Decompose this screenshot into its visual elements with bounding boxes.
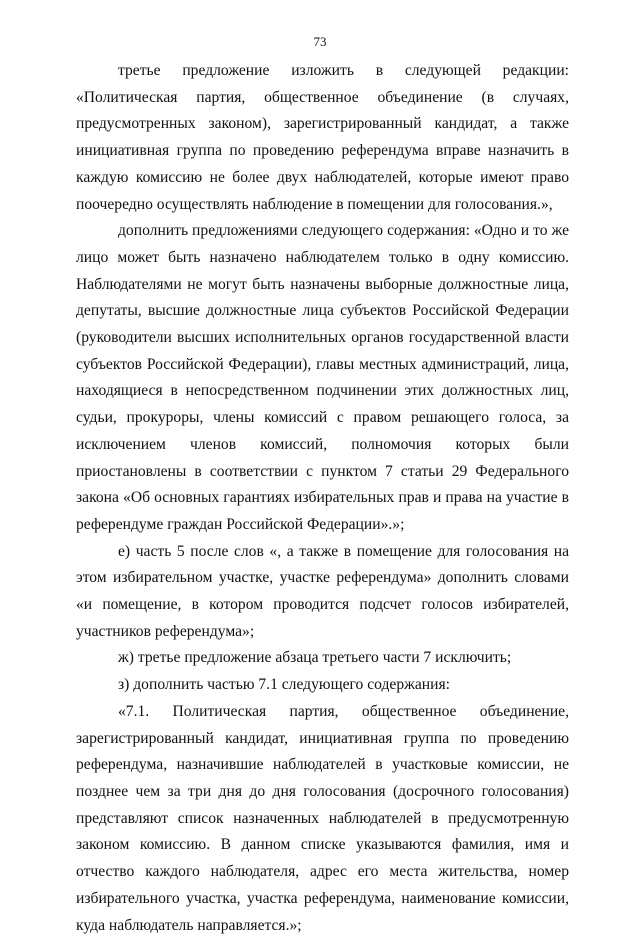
paragraph-part-7-1: «7.1. Политическая партия, общественное объединение, зарегистрированный кандидат, инициативная группа по проведению референдума, назначившие наблюдателей в участковые комиссии, не позднее чем за три дня до дня голосования (досрочного голосования) представляют список назначенных наблюдателей в предусмотренную законом комиссию. В данном списке указываются фамилия, имя и отчество каждого наблюдателя, адрес его места жительства, номер избирательного участка, участка референдума, наименование комиссии, куда наблюдатель направляется.»;	[76, 702, 569, 934]
page-number: 73	[313, 34, 327, 49]
paragraph-third-sentence: третье предложение изложить в следующей редакции: «Политическая партия, общественное объединение (в случаях, предусмотренных законом), зарегистрированный кандидат, а также инициативная группа по проведению референдума вправе назначить в каждую комиссию не более двух наблюдателей, которые имеют право поочередно осуществлять наблюдение в помещении для голосования.»,	[76, 62, 569, 213]
paragraph-item-z: з) дополнить частью 7.1 следующего содержания:	[118, 676, 451, 694]
body-text	[76, 58, 569, 939]
paragraph-supplement-sentences: дополнить предложениями следующего содержания: «Одно и то же лицо может быть назначено наблюдателем только в одну комиссию. Наблюдателями не могут быть назначены выборные должностные лица, депутаты, высшие должностные лица субъектов Российской Федерации (руководители высших исполнительных органов государственной власти субъектов Российской Федерации), главы местных администраций, лица, находящиеся в непосредственном подчинении этих должностных лиц, судьи, прокуроры, члены комиссий с правом решающего голоса, за исключением членов комиссий, полномочия которых были приостановлены в соответствии с пунктом 7 статьи 29 Федерального закона «Об основных гарантиях избирательных прав и права на участие в референдуме граждан Российской Федерации».»;	[76, 222, 569, 533]
paragraph-item-zh: ж) третье предложение абзаца третьего части 7 исключить;	[118, 649, 512, 667]
paragraph-item-e: е) часть 5 после слов «, а также в помещение для голосования на этом избирательном участке, участке референдума» дополнить словами «и помещение, в котором проводится подсчет голосов избирателей, участников референдума»;	[76, 542, 569, 640]
